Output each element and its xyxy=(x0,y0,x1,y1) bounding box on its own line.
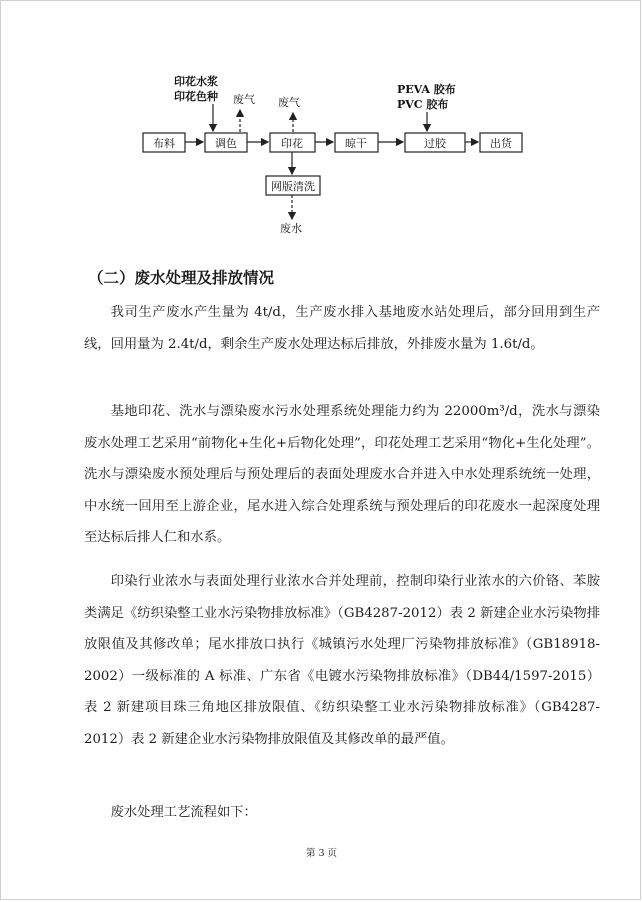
section-heading: （二）废水处理及排放情况 xyxy=(88,269,275,287)
output-feiqi-2: 废气 xyxy=(278,96,300,109)
node-liangan-label: 晾干 xyxy=(345,137,367,150)
input-peva: PEVA 胶布 xyxy=(397,83,456,96)
node-tiaose-label: 调色 xyxy=(215,137,237,150)
process-flow-diagram xyxy=(0,0,643,260)
input-ink-line2: 印花色种 xyxy=(174,90,218,103)
node-guojiao-label: 过胶 xyxy=(424,137,446,150)
paragraph-4: 废水处理工艺流程如下： xyxy=(110,805,257,820)
node-chuhuo-label: 出货 xyxy=(490,137,512,150)
output-feishui: 废水 xyxy=(280,222,302,235)
node-buliao-label: 布料 xyxy=(153,137,175,150)
input-ink-line1: 印花水浆 xyxy=(174,75,218,88)
paragraph-1: 我司生产废水产生量为 4t/d，生产废水排入基地废水站处理后，部分回用到生产线，回用量为 2.4t/d，剩余生产废水处理达标后排放，外排废水量为 1.6t/d。 xyxy=(84,305,600,352)
paragraph-2: 基地印花、洗水与漂染废水污水处理系统处理能力约为 22000m³/d，洗水与漂染废水处理工艺采用“前物化+生化+后物化处理”，印花处理工艺采用“物化+生化处理”。洗水与漂染废水预处理后与预处理后的表面处理废水合并进入中水处理系统统一处理，中水统一回用至上游企业，尾水进入综合处理系统与预处理后的印花废水一起深度处理至达标后排人仁和水系。 xyxy=(84,404,600,545)
page-number: 第 3 页 xyxy=(305,848,338,859)
paragraph-3: 印染行业浓水与表面处理行业浓水合并处理前，控制印染行业浓水的六价铬、苯胺类满足《纺织染整工业水污染物排放标准》（GB4287-2012）表 2 新建企业水污染物排放限值及其修改单；尾水排放口执行《城镇污水处理厂污染物排放标准》（GB18918-2002）一级标准的 A 标准、广东省《电镀水污染物排放标准》（DB44/1597-2015）表 2 新建项目珠三角地区排放限值、《纺织染整工业水污染物排放标准》（GB4287-2012）表 2 新建企业水污染物排放限值及其修改单的最严值。 xyxy=(84,574,600,747)
output-feiqi-1: 废气 xyxy=(233,93,255,106)
node-wangban-label: 网版清洗 xyxy=(271,180,315,193)
node-yinhua-label: 印花 xyxy=(281,137,303,150)
input-pvc: PVC 胶布 xyxy=(397,98,449,111)
